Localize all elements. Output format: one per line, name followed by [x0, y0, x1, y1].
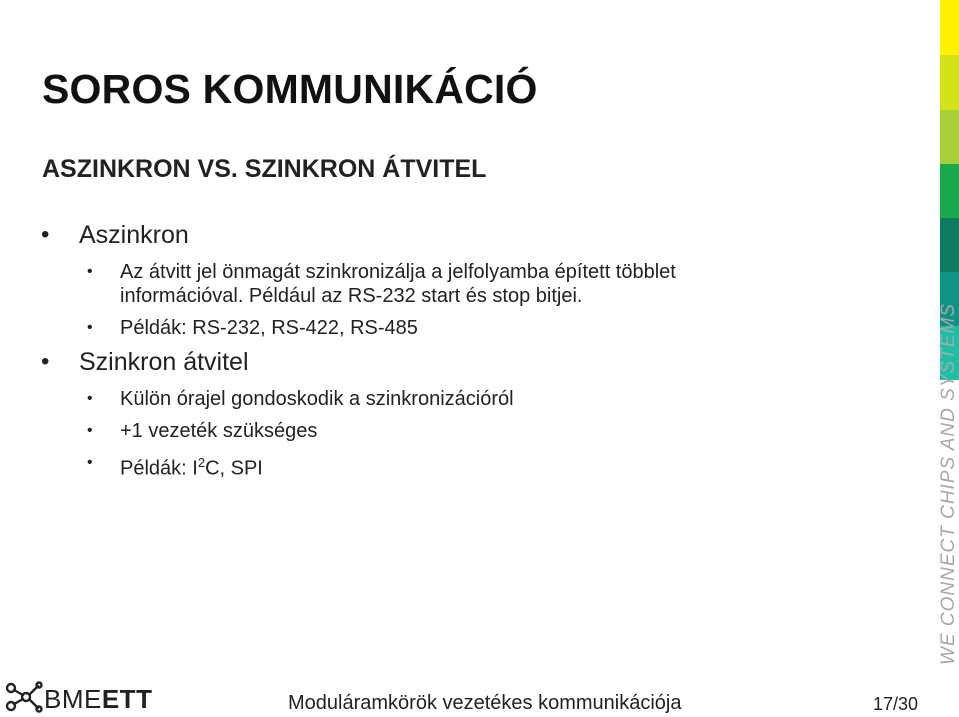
- bullet-label: Aszinkron: [79, 221, 189, 249]
- sub-bullet-line: +1 vezeték szükséges: [120, 420, 318, 442]
- bmeett-logo-icon: [4, 680, 44, 714]
- sub-bullet-line: [120, 451, 263, 481]
- sub-bullet-examples-sync: [87, 451, 263, 481]
- sub-bullet-examples-async: [87, 316, 418, 340]
- bullet-dot: •: [87, 319, 93, 336]
- examples-suffix: C, SPI: [205, 457, 263, 480]
- page-number: 17/30: [873, 694, 919, 714]
- bullet-label: Szinkron átvitel: [79, 348, 249, 376]
- sidebar-segment: [940, 55, 959, 110]
- bullet-dot: •: [87, 390, 93, 407]
- bmeett-logo-text: [44, 684, 152, 715]
- sub-bullet-self-sync: [87, 260, 676, 308]
- sub-bullet-line: Külön órajel gondoskodik a szinkronizációról: [120, 388, 514, 410]
- sub-bullet-clock: [87, 387, 514, 411]
- sub-bullet-line: információval. Például az RS-232 start és stop bitjei.: [120, 285, 583, 307]
- superscript-two: 2: [197, 455, 206, 470]
- logo-bold: ETT: [101, 684, 153, 714]
- bullet-aszinkron: [41, 221, 189, 250]
- presentation-title: Moduláramkörök vezetékes kommunikációja: [288, 692, 682, 714]
- bullet-dot: •: [87, 454, 93, 471]
- sidebar-segment: [940, 164, 959, 218]
- sidebar-tagline: WE CONNECT CHIPS AND SYSTEMS: [938, 303, 959, 665]
- sidebar-segment: [940, 110, 959, 164]
- sidebar-segment: [940, 218, 959, 272]
- slide-title: SOROS KOMMUNIKÁCIÓ: [42, 66, 538, 112]
- bullet-dot: •: [87, 422, 93, 439]
- bullet-szinkron: [41, 348, 249, 377]
- logo-prefix: BME: [44, 684, 102, 714]
- sidebar-segment: [940, 0, 959, 55]
- examples-prefix: Példák: I: [120, 457, 198, 480]
- sub-bullet-extra-wire: [87, 419, 318, 443]
- bullet-dot: •: [41, 221, 50, 248]
- sub-bullet-line: Az átvitt jel önmagát szinkronizálja a jelfolyamba épített többlet: [120, 261, 676, 283]
- slide-subtitle: ASZINKRON VS. SZINKRON ÁTVITEL: [42, 155, 487, 183]
- bullet-dot: •: [41, 348, 50, 375]
- bullet-dot: •: [87, 263, 93, 280]
- sub-bullet-line: Példák: RS-232, RS-422, RS-485: [120, 317, 418, 339]
